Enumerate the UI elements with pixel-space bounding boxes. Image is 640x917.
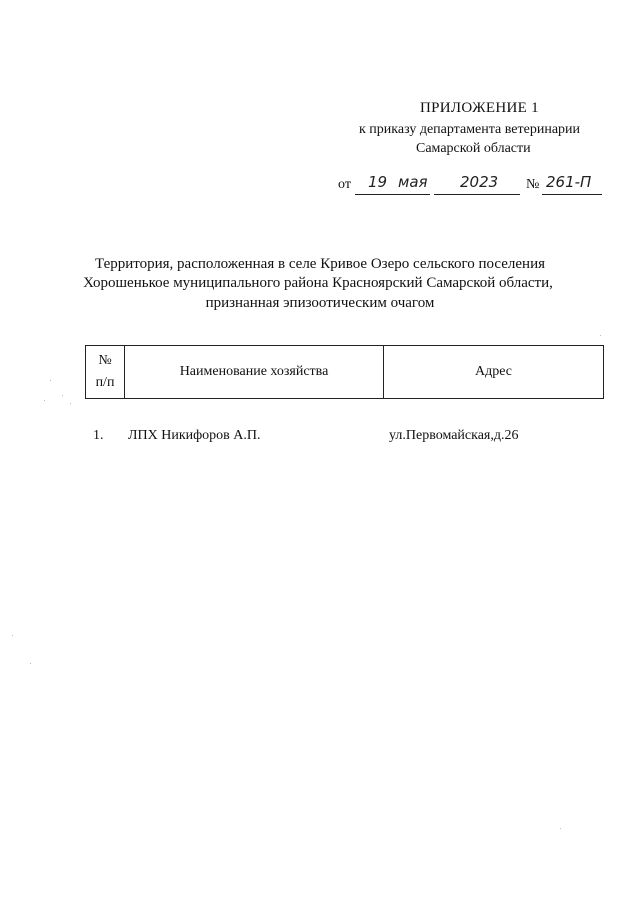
table-header-row xyxy=(86,346,604,399)
appendix-title: ПРИЛОЖЕНИЕ 1 xyxy=(420,100,539,116)
order-from-label: от xyxy=(338,177,351,192)
row-household-name: ЛПХ Никифоров А.П. xyxy=(128,428,261,443)
header-name-cell: Наименование хозяйства xyxy=(125,346,384,399)
header-number-abbrev: п/п xyxy=(95,375,115,390)
heading-line-3: признанная эпизоотическим очагом xyxy=(205,295,435,311)
number-underline xyxy=(542,194,602,195)
households-table xyxy=(85,345,604,399)
date-underline-2 xyxy=(434,194,520,195)
date-underline xyxy=(355,194,430,195)
header-address-cell: Адрес xyxy=(384,346,604,399)
order-date-year: 2023 xyxy=(460,173,499,191)
header-number-cell xyxy=(86,346,125,399)
order-date-month: мая xyxy=(398,173,428,191)
heading-line-1: Территория, расположенная в селе Кривое Озеро сельского поселения xyxy=(94,256,546,272)
order-number-value: 261-П xyxy=(546,173,592,191)
appendix-reference: к приказу департамента ветеринарии xyxy=(359,122,581,137)
heading-line-2: Хорошенькое муниципального района Красноярский Самарской области, xyxy=(83,275,553,291)
row-address: ул.Первомайская,д.26 xyxy=(389,428,519,443)
row-number: 1. xyxy=(93,428,104,443)
appendix-region: Самарской области xyxy=(416,141,531,156)
order-number-label: № xyxy=(526,177,540,192)
header-number-symbol: № xyxy=(98,353,112,368)
order-date-day: 19 xyxy=(368,173,388,191)
